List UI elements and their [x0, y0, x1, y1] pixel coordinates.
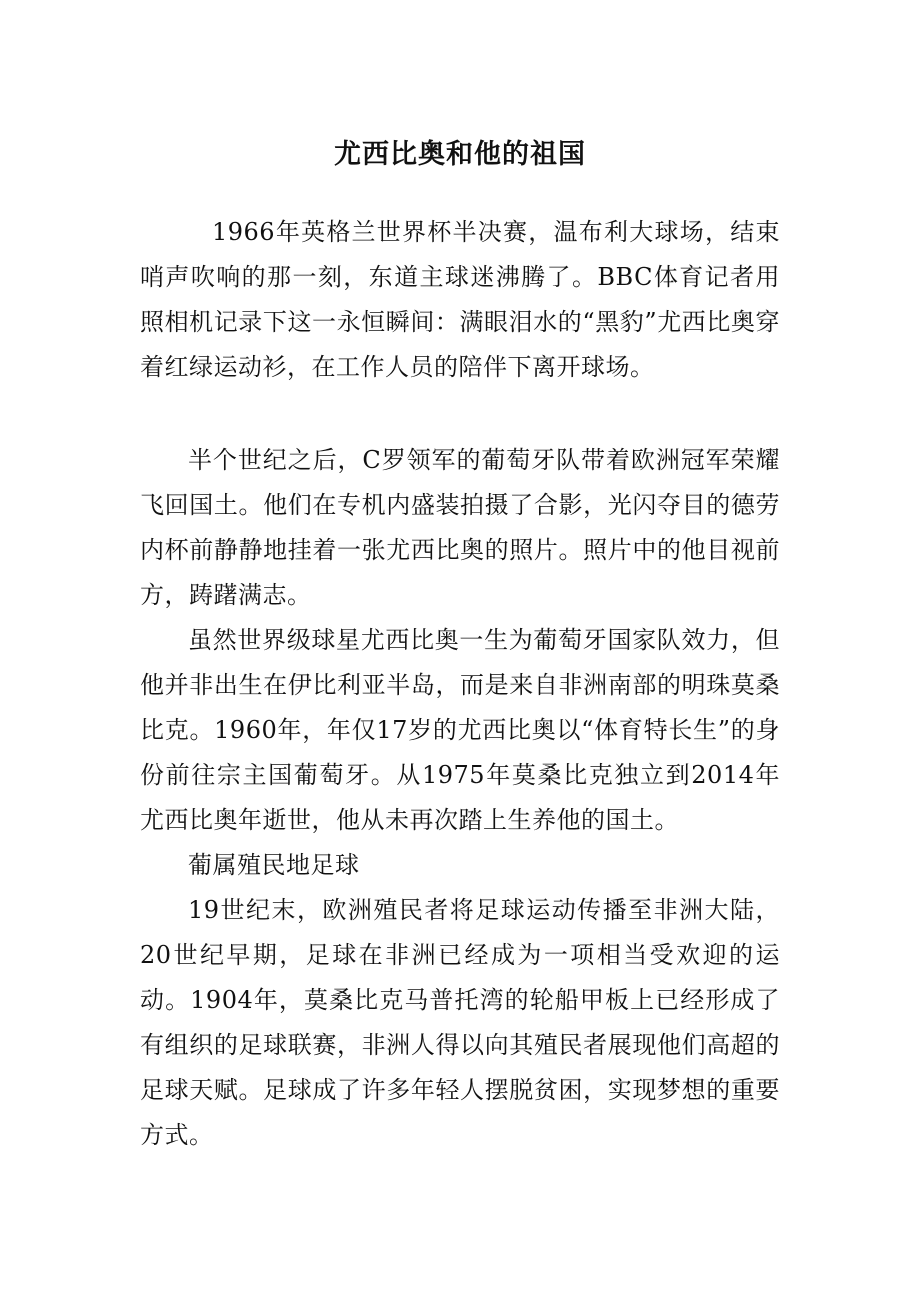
section-heading-colonial-football: 葡属殖民地足球 — [188, 851, 360, 879]
paragraph-african-football-history: 19世纪末，欧洲殖民者将足球运动传播至非洲大陆，20世纪早期，足球在非洲已经成为一项相当受欢迎的运动。1904年，莫桑比克马普托湾的轮船甲板上已经形成了有组织的足球联赛，非洲人得以向其殖民者展现他们高超的足球天赋。足球成了许多年轻人摆脱贫困，实现梦想的重要方式。 — [140, 896, 780, 1149]
document-body — [140, 210, 780, 1158]
paragraph-gap — [140, 390, 780, 438]
document-title: 尤西比奥和他的祖国 — [334, 139, 586, 171]
paragraph-mozambique-origin: 虽然世界级球星尤西比奥一生为葡萄牙国家队效力，但他并非出生在伊比利亚半岛，而是来自非洲南部的明珠莫桑比克。1960年，年仅17岁的尤西比奥以“体育特长生”的身份前往宗主国葡萄牙。从1975年莫桑比克独立到2014年尤西比奥年逝世，他从未再次踏上生养他的国土。 — [140, 626, 780, 834]
paragraph-1966-semifinal: 1966年英格兰世界杯半决赛，温布利大球场，结束哨声吹响的那一刻，东道主球迷沸腾了。BBC体育记者用照相机记录下这一永恒瞬间：满眼泪水的“黑豹”尤西比奥穿着红绿运动衫，在工作人员的陪伴下离开球场。 — [140, 218, 780, 381]
paragraph-half-century-later: 半个世纪之后，C罗领军的葡萄牙队带着欧洲冠军荣耀飞回国土。他们在专机内盛装拍摄了合影，光闪夺目的德劳内杯前静静地挂着一张尤西比奥的照片。照片中的他目视前方，踌躇满志。 — [140, 446, 780, 609]
